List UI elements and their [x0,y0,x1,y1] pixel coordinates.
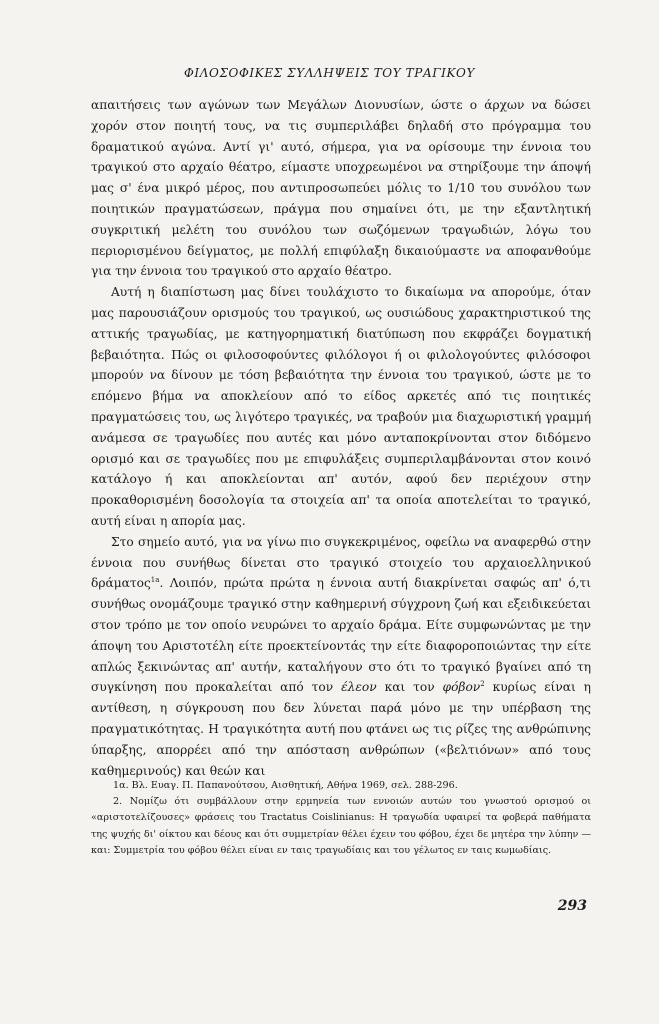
paragraph-3 [91,532,591,782]
paragraph-3-text-c: και τον [376,680,443,695]
page-number: 293 [557,898,587,914]
paragraph-3-text-a: Στο σημείο αυτό, για να γίνω πιο συγκεκριμένος, οφείλω να αναφερθώ στην έννοια που συνήθως δίνεται στο τραγικό στοιχείο του αρχαιοελληνικού δράματος [91,534,591,591]
paragraph-2: Αυτή η διαπίστωση μας δίνει τουλάχιστο το δικαίωμα να απορούμε, όταν μας παρουσιάζουν ορισμούς του τραγικού, ως ουσιώδους χαρακτηριστικού της αττικής τραγωδίας, με κατηγορηματική διατύπωση που εκφράζει δογματική βεβαιότητα. Πώς οι φιλοσοφούντες φιλόλογοι ή οι φιλολογούντες φιλόσοφοι μπορούν να δίνουν με τόση βεβαιότητα την έννοια του τραγικού, ώστε με το επόμενο βήμα να αποκλείουν από το είδος αρκετές από τις ποιητικές πραγματώσεις του, ως λιγότερο τραγικές, να τραβούν μια διαχωριστική γραμμή ανάμεσα σε τραγωδίες που αυτές και μόνο ανταποκρίνονται στον διδόμενο ορισμό και σε τραγωδίες που με επιφυλάξεις συμπεριλαμβάνονται στον κοινό κατάλογο ή και αποκλείονται απ' αυτόν, αφού δεν περιέχουν στην προκαθορισμένη δοσολογία τα στοιχεία απ' τα οποία αποτελείται το τραγικό, αυτή είναι η απορία μας. [91,285,591,528]
footnote-2: 2. Νομίζω ότι συμβάλλουν στην ερμηνεία των εννοιών αυτών του γνωστού ορισμού οι «αριστοτελίζουσες» φράσεις του Tractatus Coislinianus: Η τραγωδία υφαιρεί τα φοβερά παθήματα της ψυχής δι' οίκτου και δέους και ότι συμμετρίαν θέλει έχειν του φόβου, έχει δε μητέρα την λύπην — και: Συμμετρία του φόβου θέλει είναι εν ταις τραγωδίαις και του γέλωτος εν ταις κωμωδίαις. [91,796,591,856]
term-fobon: φόβον [442,680,481,695]
paragraph-1: απαιτήσεις των αγώνων των Μεγάλων Διονυσίων, ώστε ο άρχων να δώσει χορόν στον ποιητή τους, να τις συμπεριλάβει δηλαδή στο πρόγραμμα του δραματικού αγώνα. Αντί γι' αυτό, σήμερα, για να ορίσουμε την έννοια του τραγικού στο αρχαίο θέατρο, είμαστε υποχρεωμένοι να στηρίξουμε την άποψή μας σ' ένα μικρό μέρος, που αντιπροσωπεύει μόλις το 1/10 του συνόλου των ποιητικών πραγματώσεων, πράγμα που σημαίνει ότι, με την εξαντλητική συγκριτική μελέτη του συνόλου των σωζόμενων τραγωδιών, λόγω του περιορισμένου δείγματος, με πολλή επιφύλαξη δικαιούμαστε να αποφανθούμε για την έννοια του τραγικού στο αρχαίο θέατρο. [91,98,591,279]
main-text [91,95,591,781]
footnote-1a: 1α. Βλ. Ευαγ. Π. Παπανούτσου, Αισθητική, Αθήνα 1969, σελ. 288-296. [113,780,458,791]
paragraph-3-text-b: . Λοιπόν, πρώτα πρώτα η έννοια αυτή διακρίνεται σαφώς απ' ό,τι συνήθως ονομάζουμε τραγικό στην καθημερινή σύγχρονη ζωή και εξειδικεύεται στον τρόπο με τον οποίο νευρώνει το αρχαίο δράμα. Είτε συμφωνώντας με την άποψη του Αριστοτέλη είτε προεκτείνοντάς την είτε διαφοροποιώντας την είτε απλώς ξεκινώντας απ' αυτήν, καταλήγουν στο ότι το τραγικό βγαίνει από τη συγκίνηση που προκαλείται από τον [91,576,591,695]
paragraph-3-text-d: κυρίως είναι η αντίθεση, η σύγκρουση που δεν λύνεται παρά μόνο με την υπέρβαση της πραγματικότητας. Η τραγικότητα αυτή που φτάνει ως τις ρίζες της ανθρώπινης ύπαρξης, απορρέει από την απόσταση ανθρώπων («βελτιόνων» από τους καθημερινούς) και θεών και [91,680,591,778]
footnotes [91,778,591,859]
footnote-ref-2[interactable]: 2 [480,680,485,689]
term-eleon: έλεον [341,680,377,695]
running-header: ΦΙΛΟΣΟΦΙΚΕΣ ΣΥΛΛΗΨΕΙΣ ΤΟΥ ΤΡΑΓΙΚΟΥ [183,66,476,80]
footnote-ref-1a[interactable]: 1a [150,576,160,585]
